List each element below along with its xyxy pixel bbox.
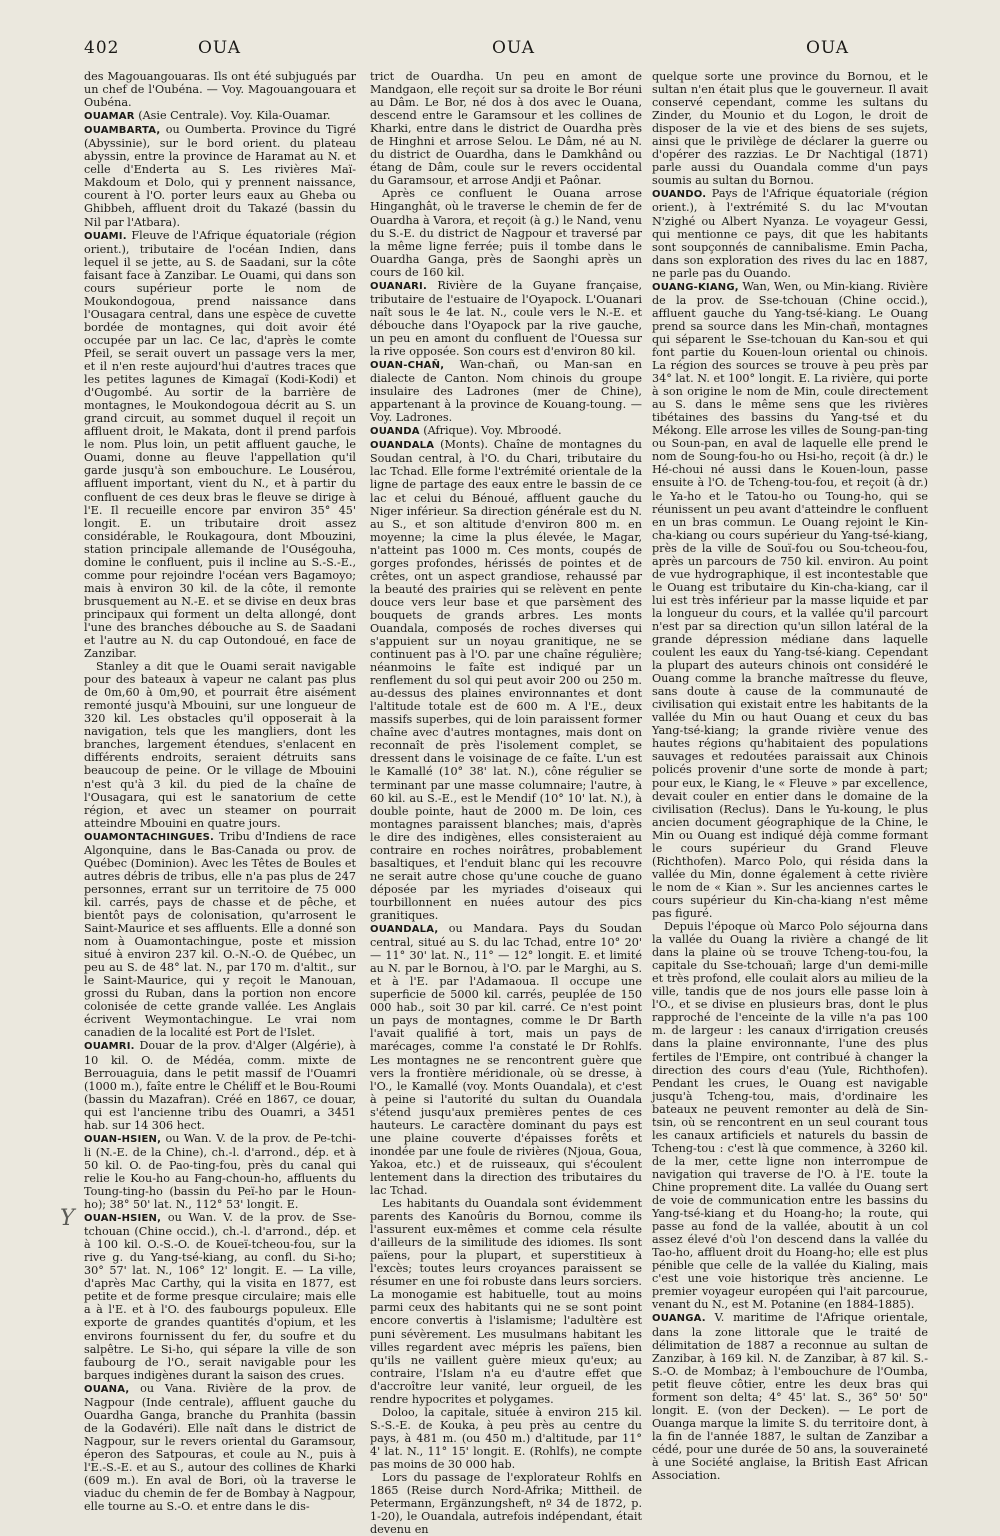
entry-continuation [652, 920, 928, 1311]
entry-text: ou Mandara. Pays du Soudan central, situé au S. du lac Tchad, entre 10° 20' — 11° 30' lat. N., 11° — 12° longit. E. et limité au N. par le Bornou, à l'O. par le Marghi, au S. et à l'E. par l'Adamaoua. Il occupe une superficie de 5000 kil. carrés, peuplée de 150 000 hab., soit 30 par kil. carré. Ce n'est point un pays de montagnes, comme le Dr Barth l'avait qualifié à tort, mais un pays de marécages, comme l'a constaté le Dr Rohlfs. Les montagnes ne se rencontrent guère que vers la frontière méridionale, où se dresse, à l'O., le Kamallé (voy. Monts Ouandala), et c'est à peine si l'autorité du sultan du Ouandala s'étend jusqu'aux premières pentes de ces hauteurs. Le caractère dominant du pays est une plaine couverte d'épaisses forêts et inondée par une foule de rivières (Njoua, Goua, Yakoa, etc.) et de ruisseaux, qui s'écoulent lentement dans la direction des tributaires du lac Tchad. [370, 922, 642, 1197]
entry-headword: OUAMRI. [84, 1041, 135, 1053]
entry-text: Wan-chañ, ou Man-san en dialecte de Canton. Nom chinois du groupe insulaire des Ladrones (mer de Chine), appartenant à la province de Kouang-toung. — Voy. Ladrones. [370, 358, 642, 425]
entry-headword: OUANARI. [370, 280, 427, 292]
entry-continuation [370, 1197, 642, 1406]
dictionary-entry [84, 109, 356, 123]
text-column-1 [84, 70, 356, 1514]
entry-text: Douar de la prov. d'Alger (Algérie), à 10 kil. O. de Médéa, comm. mixte de Berrouaguia, dans le petit massif de l'Ouamri (1000 m.), faîte entre le Chéliff et le Bou-Roumi (bassin du Mazafran). Créé en 1867, ce douar, qui est l'ancienne tribu des Ouamri, a 3451 hab. sur 14 306 hect. [84, 1039, 356, 1132]
entry-text: (Monts). Chaîne de montagnes du Soudan central, à l'O. du Chari, tributaire du lac Tchad. Elle forme l'extrémité orientale de la ligne de partage des eaux entre le bassin de ce lac et celui du Bénoué, affluent gauche du Niger inférieur. Sa direction générale est du N. au S., et son altitude d'environ 800 m. en moyenne; la cime la plus élevée, le Magar, n'atteint pas 1000 m. Ces monts, coupés de gorges profondes, hérissés de pointes et de crêtes, ont un aspect grandiose, rehaussé par la beauté des prairies qui se relèvent en pente douce vers leur base et que parsèment des bouquets de grands arbres. Les monts Ouandala, composés de roches diverses qui s'appuient sur un noyau granitique, ne se continuent pas à l'O. par une chaîne régulière; néanmoins le faîte est indiqué par un renflement du sol qui peut avoir 200 ou 250 m. au-dessus des plaines environnantes et dont l'altitude totale est de 600 m. A l'E., deux massifs superbes, qui de loin paraissent former chaîne avec d'autres montagnes, mais dont on reconnaît de près l'isolement complet, se dressent dans le voisinage de ce faîte. L'un est le Kamallé (10° 38' lat. N.), cône régulier se terminant par une masse columnaire; l'autre, à 60 kil. au S.-E., est le Mendif (10° 10' lat. N.), à double pointe, haut de 2000 m. De loin, ces montagnes paraissent blanches; mais, d'après le dire des indigènes, elles consisteraient au contraire en roches noirâtres, probablement basaltiques, et l'enduit blanc qui les recouvre ne serait autre chose qu'une couche de guano déposée par les myriades d'oiseaux qui tourbillonnent en nuées autour des pics granitiques. [370, 438, 642, 922]
margin-pencil-mark: Y [60, 1206, 75, 1231]
entry-headword: OUAN-CHAÑ, [370, 360, 445, 372]
running-head-left: OUA [198, 38, 242, 58]
entry-text: quelque sorte une province du Bornou, et le sultan n'en était plus que le gouverneur. Il avait conservé cependant, comme les sultans du Zinder, du Mounio et du Logon, le droit de disposer de la vie et des biens de ses sujets, ainsi que le privilège de déclarer la guerre ou d'opérer des razzias. Le Dr Nachtigal (1871) parle aussi du Ouandala comme d'un pays soumis au sultan du Bornou. [652, 70, 928, 188]
entry-headword: OUAMAR [84, 111, 135, 123]
entry-text: (Afrique). Voy. Mbroodé. [423, 424, 562, 438]
entry-continuation [370, 1471, 642, 1536]
entry-continuation [370, 70, 642, 187]
entry-headword: OUAN-HSIEN, [84, 1133, 162, 1145]
dictionary-entry [370, 279, 642, 358]
entry-headword: OUANDALA [370, 440, 435, 452]
entry-headword: OUAMI. [84, 230, 127, 242]
dictionary-entry [370, 358, 642, 424]
entry-headword: OUANA, [84, 1383, 130, 1395]
dictionary-entry [370, 424, 642, 438]
entry-text: Lors du passage de l'explorateur Rohlfs en 1865 (Reise durch Nord-Afrika; Mittheil. de Petermann, Ergänzungsheft, nº 34 de 1872, p. 1-20), le Ouandala, autrefois indépendant, était devenu en [370, 1471, 642, 1536]
entry-headword: OUANDALA, [370, 924, 439, 936]
entry-text: Après ce confluent le Ouana arrose Hinganghât, où le traverse le chemin de fer de Ouardha à Varora, et reçoit (à g.) le Nand, venu du S.-E. du district de Nagpour et traversé par la même ligne ferrée; puis il tombe dans le Ouardha Ganga, près de Saonghi après un cours de 160 kil. [370, 187, 642, 279]
entry-text: Les habitants du Ouandala sont évidemment parents des Kanoûris du Bornou, comme ils l'assurent eux-mêmes et comme cela résulte d'ailleurs de la similitude des idiomes. Ils sont païens, pour la plupart, et superstitieux à l'excès; toutes leurs croyances paraissent se résumer en une foi robuste dans leurs sorciers. La monogamie est habituelle, tout au moins parmi ceux des habitants qui ne se sont point encore convertis à l'islamisme; l'adultère est puni sévèrement. Les musulmans habitant les villes regardent avec mépris les païens, bien qu'ils ne vaillent guère mieux qu'eux; au contraire, l'Islam n'a eu d'autre effet que d'accroître leur vanité, leur orgueil, de les rendre hypocrites et polygames. [370, 1197, 642, 1406]
entry-text: ou Oumberta. Province du Tigré (Abyssinie), sur le bord orient. du plateau abyssin, entre la province de Haramat au N. et celle d'Enderta au S. Les rivières Maï-Makdoum et Dolo, qui y prennent naissance, courent à l'O. porter leurs eaux au Gheba ou Ghibbeh, affluent droit du Takazé (bassin du Nil par l'Atbara). [84, 123, 356, 229]
entry-text: ou Wan. V. de la prov. de Sse-tchouan (Chine occid.), ch.-l. d'arrond., dép. et à 100 kil. O.-S.-O. de Koueï-tcheou-fou, sur la rive g. du Yang-tsé-kiang, au confl. du Si-ho; 30° 57' lat. N., 106° 12' longit. E. — La ville, d'après Mac Carthy, qui la visita en 1877, est petite et de forme presque circulaire; mais elle a à l'E. et à l'O. des faubourgs populeux. Elle exporte de grandes quantités d'opium, et les environs fournissent du fer, du soufre et du salpêtre. Le Si-ho, qui sépare la ville de son faubourg de l'O., serait navigable pour les barques indigènes durant la saison des crues. [84, 1211, 356, 1382]
dictionary-entry [84, 1382, 356, 1513]
text-column-3 [652, 70, 928, 1483]
entry-headword: OUAMONTACHINGUES. [84, 831, 215, 843]
dictionary-entry [84, 123, 356, 228]
entry-headword: OUANG-KIANG, [652, 281, 739, 293]
entry-headword: OUANDA [370, 426, 420, 438]
entry-text: (Asie Centrale). Voy. Kila-Ouamar. [138, 109, 331, 123]
dictionary-entry [84, 1039, 356, 1131]
dictionary-entry [652, 280, 928, 920]
entry-headword: OUANDO. [652, 189, 707, 201]
entry-text: Pays de l'Afrique équatoriale (région orient.), à l'extrémité S. du lac M'voutan N'zighé ou Albert Nyanza. Le voyageur Gessi, qui mentionne ce pays, dit que les habitants sont soupçonnés de cannibalisme. Emin Pacha, dans son exploration des rives du lac en 1887, ne parle pas du Ouando. [652, 187, 928, 280]
dictionary-entry [84, 1132, 356, 1211]
text-column-2 [370, 70, 643, 1536]
entry-continuation [84, 660, 356, 830]
entry-text: Stanley a dit que le Ouami serait navigable pour des bateaux à vapeur ne calant pas plus de 0m,60 à 0m,90, et pourrait être aisément remonté jusqu'à Mbouini, sur une longueur de 320 kil. Les obstacles qu'il opposerait à la navigation, tels que les mangliers, dont les branches, largement étendues, s'enlacent en différents endroits, seraient détruits sans beaucoup de peine. Or le village de Mbouini n'est qu'à 3 kil. du pied de la chaîne de l'Ousagara, qui est le sanatorium de cette région, et avec un steamer on pourrait atteindre Mbouini en quatre jours. [84, 660, 356, 830]
entry-headword: OUAN-HSIEN, [84, 1213, 162, 1225]
entry-text: Tribu d'Indiens de race Algonquine, dans le Bas-Canada ou prov. de Québec (Dominion). Avec les Têtes de Boules et autres débris de tribus, elle n'a pas plus de 247 personnes, errant sur un territoire de 75 000 kil. carrés, pays de chasse et de pêche, et bientôt pays de colonisation, qu'arrosent le Saint-Maurice et ses affluents. Elle a donné son nom à Ouamontachingue, poste et mission situé à environ 237 kil. O.-N.-O. de Québec, un peu au S. de 48° lat. N., par 170 m. d'altit., sur le Saint-Maurice, qui y reçoit le Manouan, grossi du Ruban, dans la portion non encore colonisée de cette grande vallée. Les Anglais écrivent Weymontachingue. Le vrai nom canadien de la localité est Port de l'Islet. [84, 829, 356, 1040]
entry-text: Wan, Wen, ou Min-kiang. Rivière de la prov. de Sse-tchouan (Chine occid.), affluent gauche du Yang-tsé-kiang. Le Ouang prend sa source dans les Min-chañ, montagnes qui séparent le Sse-tchouan du Kan-sou et qui font partie du Kouen-loun oriental ou chinois. La région des sources se trouve à peu près par 34° lat. N. et 100° longit. E. La rivière, qui porte à son origine le nom de Min, coule directement au S. dans le même sens que les rivières tibétaines des bassins du Yang-tsé et du Mékong. Elle arrose les villes de Soung-pan-ting ou Soun-pan, en aval de laquelle elle prend le nom de Soung-fou-ho ou Hsi-ho, reçoit (à dr.) le Hé-choui né aussi dans le Kouen-loun, passe ensuite à l'O. de Tcheng-tou-fou, et reçoit (à dr.) le Ya-ho et le Tatou-ho ou Toung-ho, qui se réunissent un peu avant d'atteindre le confluent en un bras commun. Le Ouang rejoint le Kin-cha-kiang ou cours supérieur du Yang-tsé-kiang, près de la ville de Souï-fou ou Sou-tcheou-fou, après un parcours de 750 kil. environ. Au point de vue hydrographique, il est incontestable que le Ouang est tributaire du Kin-cha-kiang, car il lui est très inférieur par la masse liquide et par la longueur du cours, et la vallée qu'il parcourt n'est par sa direction qu'un sillon latéral de la grande dépression médiane dans laquelle coulent les eaux du Yang-tsé-kiang. Cependant la plupart des auteurs chinois ont considéré le Ouang comme la branche maîtresse du fleuve, sans doute à cause de la communauté de civilisation qui existait entre les habitants de la vallée du Min ou haut Ouang et ceux du bas Yang-tsé-kiang; la grande rivière venue des hautes régions qu'habitaient des populations sauvages et redoutées paraissait aux Chinois policés provenir d'une sorte de monde à part; pour eux, le Kiang, le « Fleuve » par excellence, devait couler en entier dans le domaine de la civilisation (Reclus). Dans le Yu-koung, le plus ancien document géographique de la Chine, le Min ou Ouang est indiqué déjà comme formant le cours supérieur du Grand Fleuve (Richthofen). Marco Polo, qui résida dans la vallée du Min, donne également à cette rivière le nom de « Kian ». Sur les anciennes cartes le cours supérieur du Kin-cha-kiang n'est même pas figuré. [652, 279, 928, 920]
dictionary-entry [652, 187, 928, 279]
dictionary-entry [84, 229, 356, 661]
entry-text: ou Vana. Rivière de la prov. de Nagpour (Inde centrale), affluent gauche du Ouardha Ganga, branche du Pranhita (bassin de la Godavéri). Elle naît dans le district de Nagpour, sur le revers oriental du Garamsour, éperon des Satpouras, et coule au N., puis à l'E.-S.-E. et au S., autour des collines de Kharki (609 m.). En aval de Bori, où la traverse le viaduc du chemin de fer de Bombay à Nagpour, elle tourne au S.-O. et entre dans le dis- [84, 1381, 356, 1514]
dictionary-entry [370, 438, 642, 922]
entry-text: trict de Ouardha. Un peu en amont de Mandgaon, elle reçoit sur sa droite le Bor réuni au Dâm. Le Bor, né dos à dos avec le Ouana, descend entre le Garamsour et les collines de Kharki, entre dans le district de Ouardha près de Hinghni et arrose Selou. Le Dâm, né au N. du district de Ouardha, dans le Damkhând ou étang de Dâm, coule sur le revers occidental du Garamsour, et arrose Andji et Paônar. [370, 70, 642, 188]
entry-continuation [84, 70, 356, 109]
dictionary-entry [370, 922, 642, 1197]
entry-text: Depuis l'époque où Marco Polo séjourna dans la vallée du Ouang la rivière a changé de lit dans la plaine où se trouve Tcheng-tou-fou, la capitale du Sse-tchouañ; large d'un demi-mille et très profond, elle coulait alors au milieu de la ville, tandis que de nos jours elle passe loin à l'O., et se divise en plusieurs bras, dont le plus rapproché de l'enceinte de la ville n'a pas 100 m. de largeur : les canaux d'irrigation creusés dans la plaine environnante, l'une des plus fertiles de l'Empire, ont contribué à changer la direction des cours d'eau (Yule, Richthofen). Pendant les crues, le Ouang est navigable jusqu'à Tcheng-tou, mais, d'ordinaire les bateaux ne peuvent remonter au delà de Sin-tsin, où se rencontrent en un seul courant tous les canaux artificiels et naturels du bassin de Tcheng-tou : c'est là que commence, à 3260 kil. de la mer, cette ligne non interrompue de navigation qui traverse de l'O. à l'E. toute la Chine proprement dite. La vallée du Ouang sert de voie de communication entre les bassins du Yang-tsé-kiang et du Hoang-ho; la route, qui passe au fond de la vallée, aboutit à un col assez élevé d'où l'on descend dans la vallée du Tao-ho, affluent droit du Hoang-ho; elle est plus pénible que celle de la vallée du Kialing, mais c'est une voie historique très ancienne. Le premier voyageur européen qui l'ait parcourue, venant du N., est M. Potanine (en 1884-1885). [652, 920, 928, 1312]
entry-text: Rivière de la Guyane française, tributaire de l'estuaire de l'Oyapock. L'Ouanari naît sous le 4e lat. N., coule vers le N.-E. et débouche dans l'Oyapock par la rive gauche, un peu en amont du confluent de l'Ouessa sur la rive opposée. Son cours est d'environ 80 kil. [370, 278, 643, 358]
running-head-right: OUA [806, 38, 850, 58]
dictionary-entry [652, 1311, 928, 1482]
page-number: 402 [84, 38, 120, 58]
entry-text: Fleuve de l'Afrique équatoriale (région orient.), tributaire de l'océan Indien, dans lequel il se jette, au S. de Saadani, sur la côte faisant face à Zanzibar. Le Ouami, qui dans son cours supérieur porte le nom de Moukondogoua, prend naissance dans l'Ousagara central, dans une espèce de cuvette bordée de montagnes, qui doit avoir été occupée par un lac. Ce lac, d'après le comte Pfeil, se serait ouvert un passage vers la mer, et il n'en reste aujourd'hui d'autres traces que les petites lagunes de Kimagaï (Kodi-Kodi) et d'Ougombé. Au sortir de la barrière de montagnes, le Moukondogoua décrit au S. un grand circuit, au sommet duquel il reçoit un affluent droit, le Makata, dont il prend parfois le nom. Plus loin, un petit affluent gauche, le Ouami, donne au fleuve l'appellation qu'il garde jusqu'à son embouchure. Le Lousérou, affluent important, vient du N., et à partir du confluent de ces deux bras le fleuve se dirige à l'E. Il recueille encore par environ 35° 45' longit. E. un tributaire droit assez considérable, le Roukagoura, dont Mbouzini, station principale allemande de l'Ouségouha, domine le confluent, puis il incline au S.-S.-E., comme pour rejoindre l'océan vers Bagamoyo; mais à environ 30 kil. de la côte, il remonte brusquement au N.-E. et se divise en deux bras principaux qui forment un delta allongé, dont l'une des branches débouche au S. de Saadani et l'autre au N. du cap Outondoué, en face de Zanzibar. [84, 228, 356, 661]
entry-continuation [370, 187, 642, 278]
running-head-center: OUA [492, 38, 536, 58]
entry-text: V. maritime de l'Afrique orientale, dans la zone littorale que le traité de délimitation de 1887 a reconnue au sultan de Zanzibar, à 169 kil. N. de Zanzibar, à 87 kil. S.-S.-O. de Mombaz; à l'embouchure de l'Oumba, petit fleuve côtier, entre les deux bras qui forment son delta; 4° 45' lat. S., 36° 50' 50" longit. E. (von der Decken). — Le port de Ouanga marque la limite S. du territoire dont, à la fin de l'année 1887, le sultan de Zanzibar a cédé, pour une durée de 50 ans, la souveraineté à une Société anglaise, la British East African Association. [652, 1311, 928, 1483]
entry-continuation [652, 70, 928, 187]
entry-text: Doloo, la capitale, située à environ 215 kil. S.-S.-E. de Kouka, à peu près au centre du pays, à 481 m. (ou 450 m.) d'altitude, par 11° 4' lat. N., 11° 15' longit. E. (Rohlfs), ne compte pas moins de 30 000 hab. [370, 1405, 642, 1471]
entry-text: ou Wan. V. de la prov. de Pe-tchi-li (N.-E. de la Chine), ch.-l. d'arrond., dép. et à 50 kil. O. de Pao-ting-fou, près du canal qui relie le Kou-ho au Fang-choun-ho, affluents du Toung-ting-ho (bassin du Peï-ho par le Houn-ho); 38° 50' lat. N., 112° 53' longit. E. [84, 1131, 356, 1212]
entry-headword: OUAMBARTA, [84, 125, 161, 137]
entry-headword: OUANGA. [652, 1313, 706, 1325]
entry-text: des Magouangouaras. Ils ont été subjugués par un chef de l'Oubéna. — Voy. Magouangouara et Oubéna. [84, 70, 356, 110]
entry-continuation [370, 1406, 642, 1471]
dictionary-entry [84, 1211, 356, 1382]
dictionary-entry [84, 830, 356, 1040]
